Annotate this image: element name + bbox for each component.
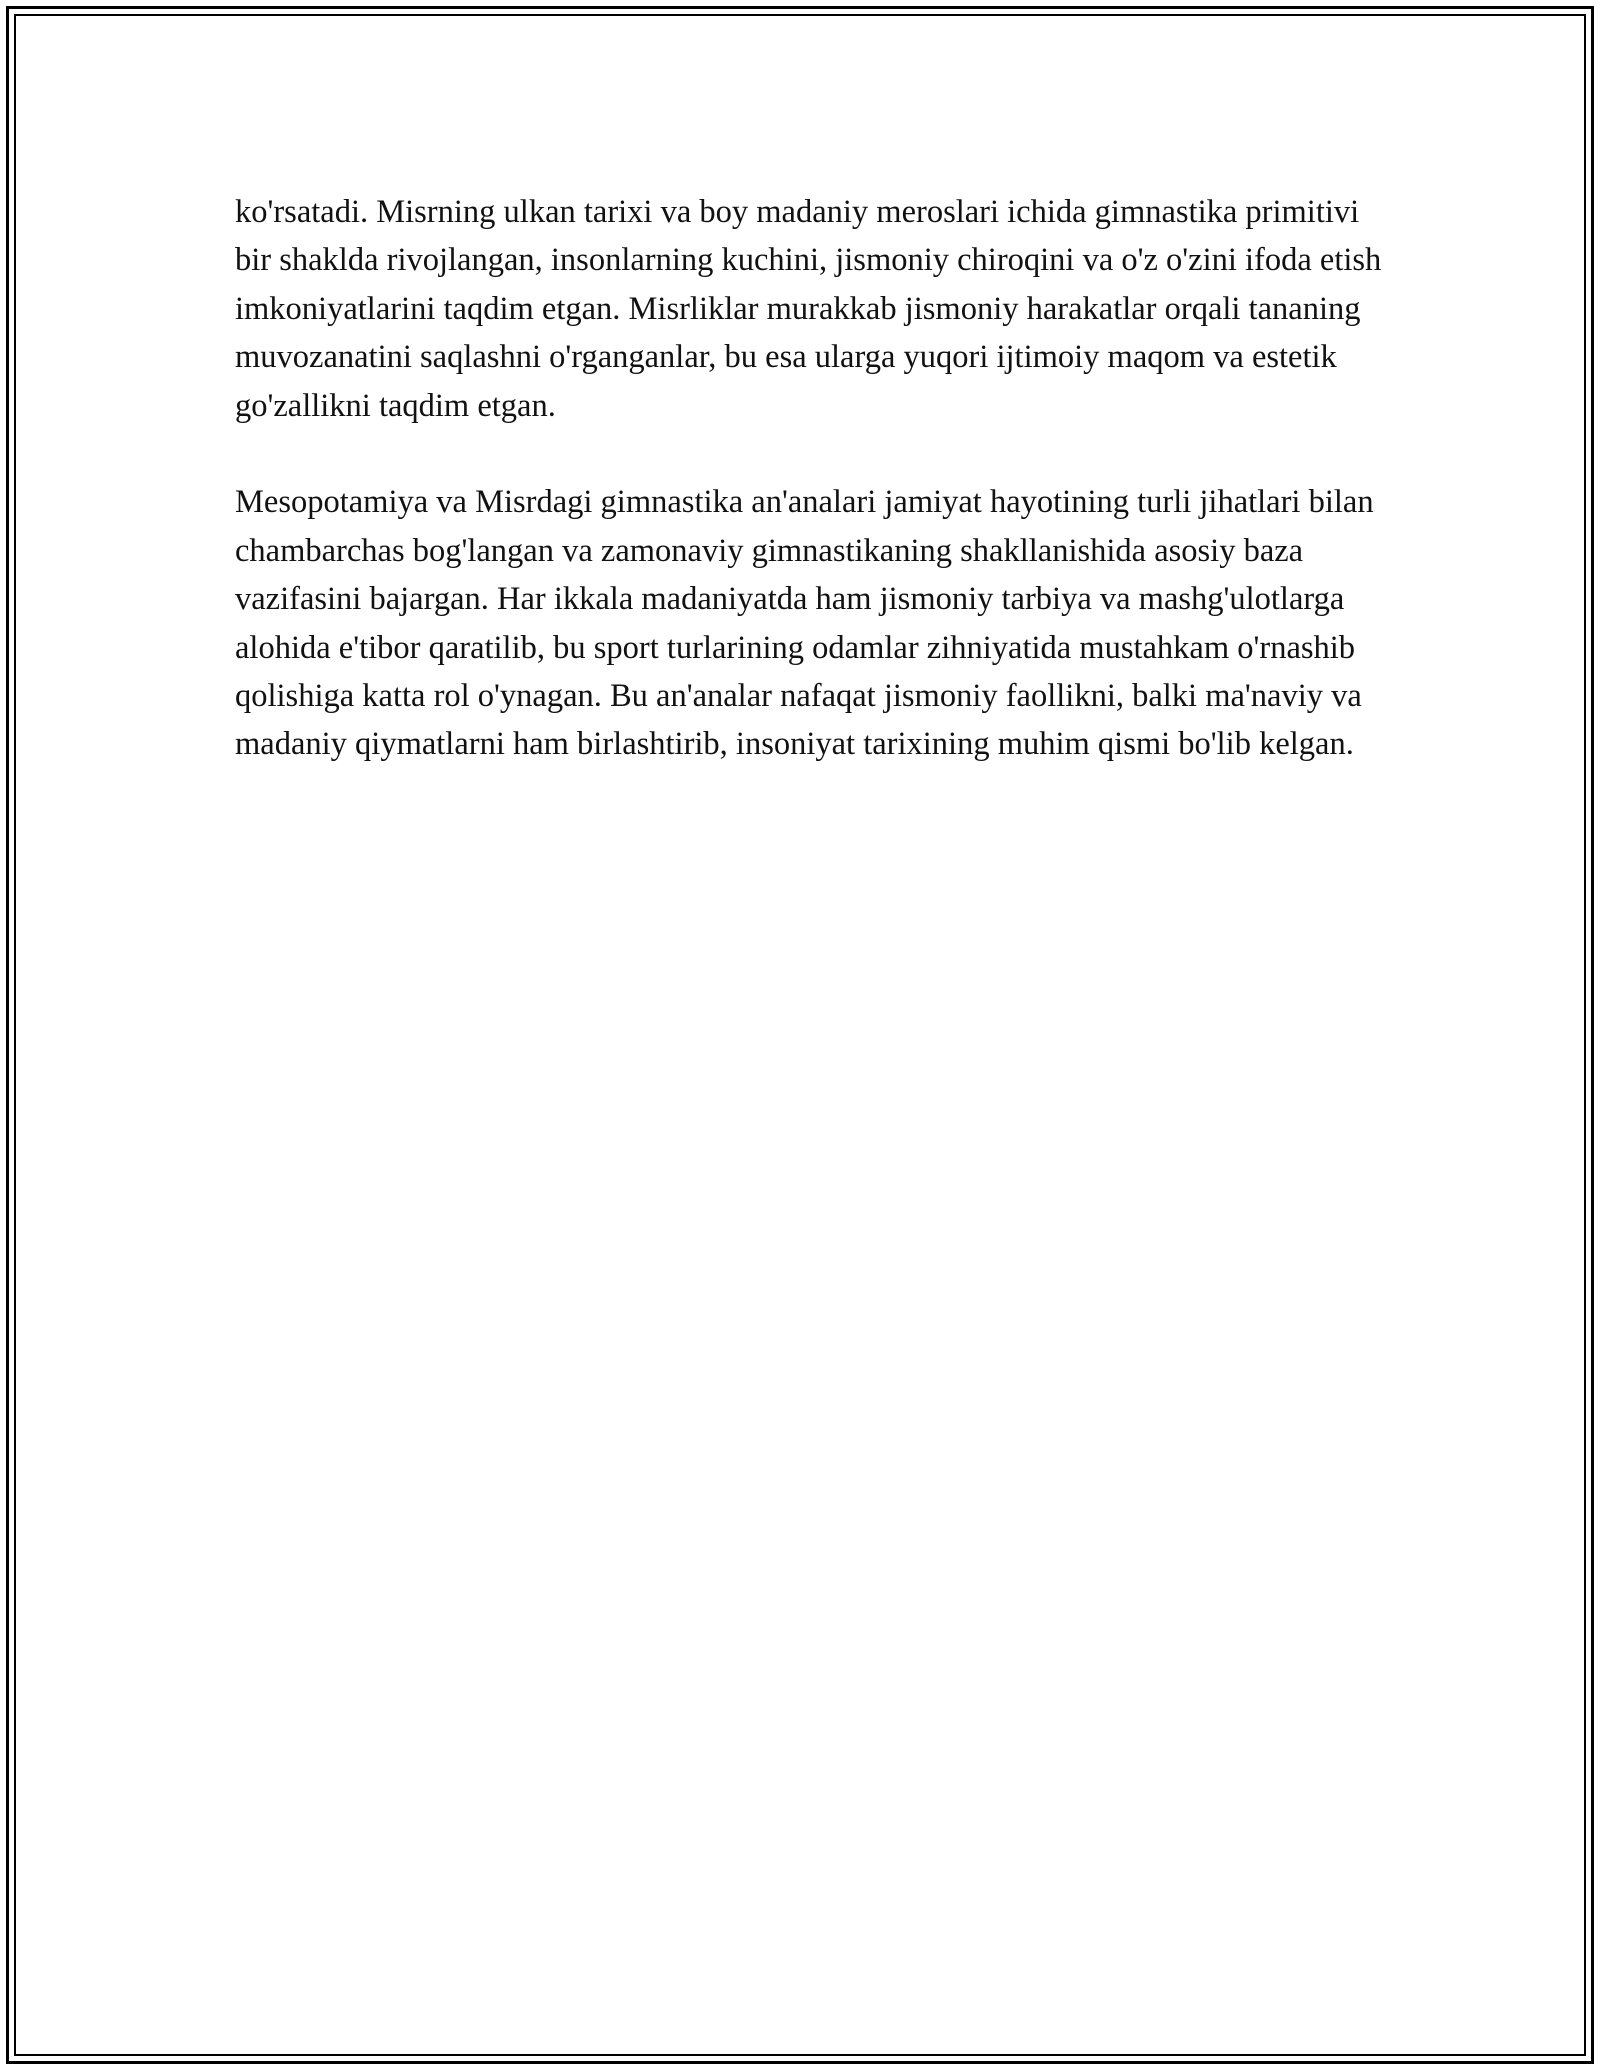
paragraph-mesopotamia-egypt-traditions: Mesopotamiya va Misrdagi gimnastika an'analari jamiyat hayotining turli jihatlari bilan chambarchas bog'langan va zamonaviy gimnastikaning shakllanishida asosiy baza vazifasini bajargan. Har ikkala madaniyatda ham jismoniy tarbiya va mashg'ulotlarga alohida e'tibor qaratilib, bu sport turlarining odamlar zihniyatida mustahkam o'rnashib qolishiga katta rol o'ynagan. Bu an'analar nafaqat jismoniy faollikni, balki ma'naviy va madaniy qiymatlarni ham birlashtirib, insoniyat tarixining muhim qismi bo'lib kelgan. <box>235 484 1374 763</box>
paragraph-egypt-gymnastics: ko'rsatadi. Misrning ulkan tarixi va boy madaniy meroslari ichida gimnastika primitivi bir shaklda rivojlangan, insonlarning kuchini, jismoniy chiroqini va o'z o'zini ifoda etish imkoniyatlarini taqdim etgan. Misrliklar murakkab jismoniy harakatlar orqali tananing muvozanatini saqlashni o'rganganlar, bu esa ularga yuqori ijtimoiy maqom va estetik go'zallikni taqdim etgan. <box>235 194 1382 424</box>
document-body <box>235 188 1385 817</box>
